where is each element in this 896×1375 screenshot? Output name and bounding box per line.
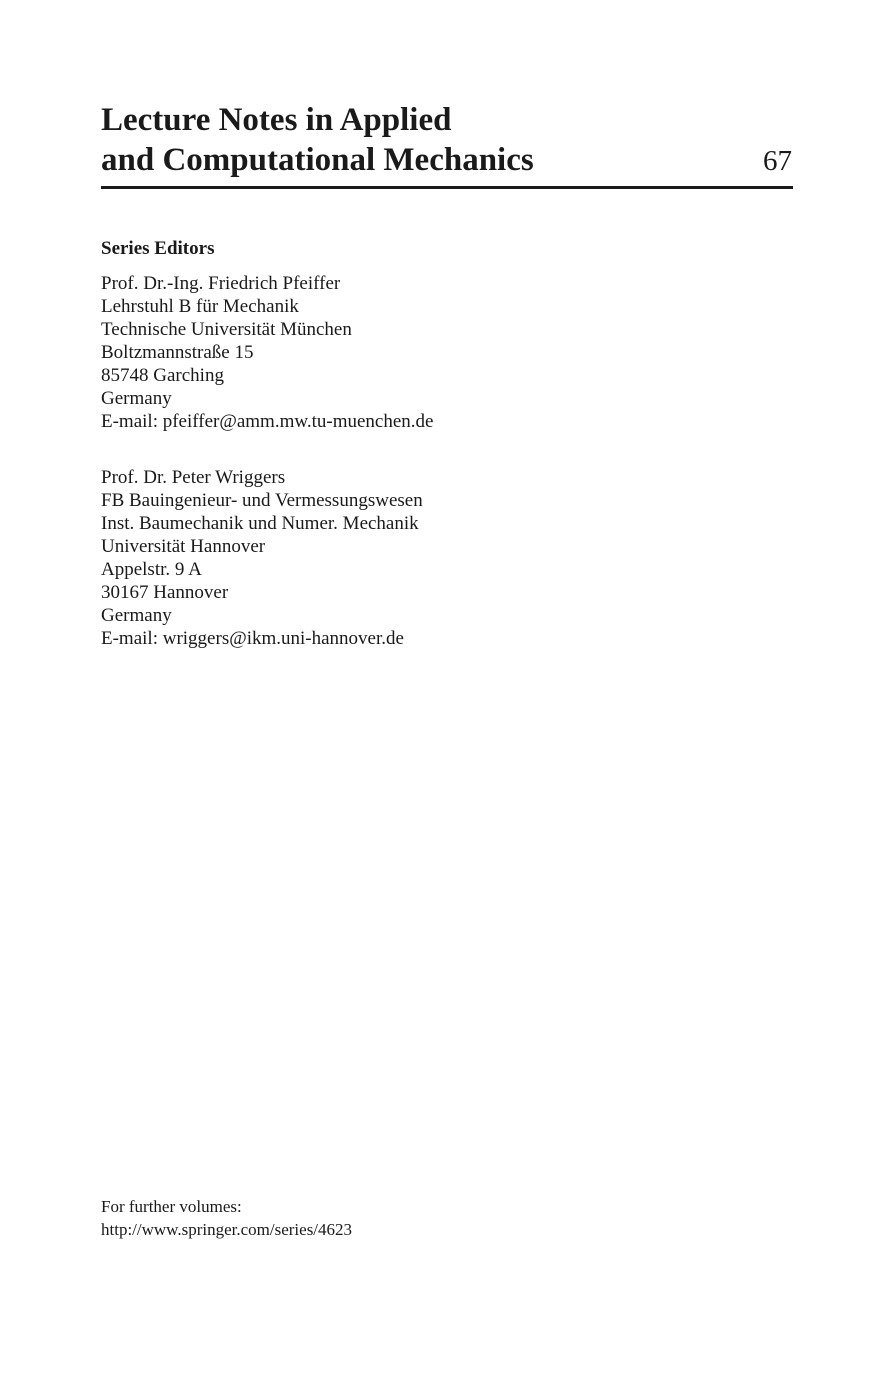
further-volumes-label: For further volumes:	[101, 1197, 242, 1216]
series-url: http://www.springer.com/series/4623	[101, 1220, 353, 1239]
editor-address-line: FB Bauingenieur- und Vermessungswesen	[101, 490, 423, 511]
editor-address-line: Inst. Baumechanik und Numer. Mechanik	[101, 513, 419, 534]
editor-address-line: Technische Universität München	[101, 319, 352, 340]
editor-address-line: 85748 Garching	[101, 365, 224, 386]
editor-block-pfeiffer	[101, 272, 433, 433]
editor-address-line: 30167 Hannover	[101, 582, 229, 603]
series-title-line-2: and Computational Mechanics	[101, 142, 534, 178]
editor-block-wriggers	[101, 466, 423, 650]
editor-email: E-mail: pfeiffer@amm.mw.tu-muenchen.de	[101, 411, 434, 432]
editor-address-line: Appelstr. 9 A	[101, 559, 202, 580]
editor-address-line: Boltzmannstraße 15	[101, 342, 254, 363]
further-volumes-note	[101, 1195, 352, 1241]
editor-address-line: Germany	[101, 388, 172, 409]
editor-email: E-mail: wriggers@ikm.uni-hannover.de	[101, 628, 404, 649]
editor-address-line: Germany	[101, 605, 172, 626]
series-title	[101, 100, 534, 180]
series-editors-heading: Series Editors	[101, 238, 215, 259]
editor-name: Prof. Dr. Peter Wriggers	[101, 467, 286, 488]
editor-address-line: Universität Hannover	[101, 536, 266, 557]
volume-number: 67	[763, 145, 792, 177]
series-header	[101, 100, 793, 189]
editor-address-line: Lehrstuhl B für Mechanik	[101, 296, 299, 317]
editor-name: Prof. Dr.-Ing. Friedrich Pfeiffer	[101, 273, 341, 294]
series-title-line-1: Lecture Notes in Applied	[101, 102, 452, 138]
